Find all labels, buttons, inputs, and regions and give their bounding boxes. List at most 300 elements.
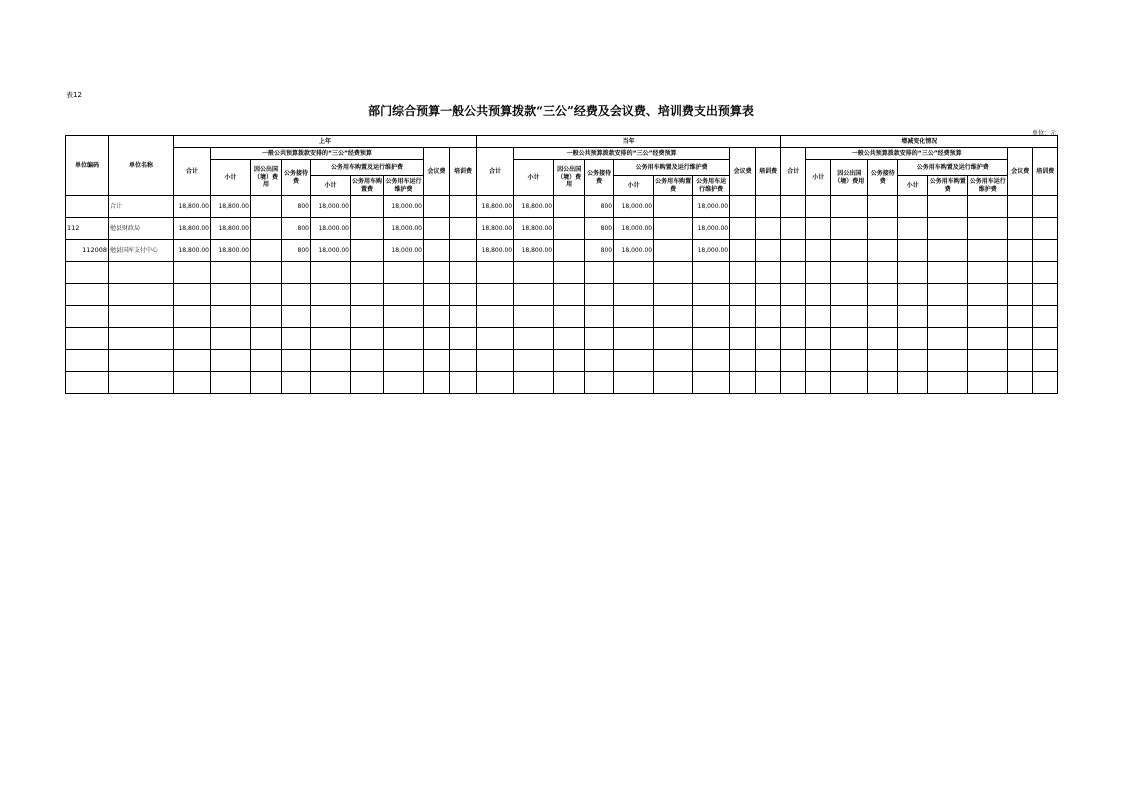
empty-cell [1033,306,1058,328]
value-cell: 18,800.00 [477,240,514,262]
header-group-prev: 上年 [174,136,477,148]
header-sangong-budget: 一般公共预算拨款安排的“三公”经费预算 [514,148,730,160]
value-cell [781,196,806,218]
value-cell: 18,000.00 [614,218,654,240]
header-abroad: 因公出国（境）费用 [251,160,282,196]
empty-cell [781,372,806,394]
empty-cell [654,284,693,306]
empty-cell [585,262,614,284]
empty-cell [311,262,351,284]
value-cell: 18,000.00 [384,240,424,262]
empty-cell [311,284,351,306]
empty-row [66,328,1058,350]
value-cell: 800 [282,196,311,218]
empty-cell [554,262,585,284]
value-cell [351,196,384,218]
empty-cell [1033,262,1058,284]
empty-cell [211,350,251,372]
header-meeting: 会议费 [424,148,450,196]
value-cell [424,196,450,218]
empty-cell [211,328,251,350]
value-cell [968,240,1008,262]
empty-cell [614,262,654,284]
value-cell: 18,800.00 [174,240,211,262]
empty-cell [756,284,781,306]
empty-cell [730,306,756,328]
value-cell [831,240,868,262]
empty-cell [968,284,1008,306]
empty-cell [211,306,251,328]
value-cell [831,218,868,240]
empty-cell [109,284,174,306]
empty-cell [730,350,756,372]
value-cell [806,196,831,218]
empty-cell [109,350,174,372]
empty-cell [477,372,514,394]
empty-cell [554,372,585,394]
value-cell [898,196,928,218]
empty-cell [585,284,614,306]
empty-cell [730,328,756,350]
empty-cell [477,328,514,350]
empty-cell [174,262,211,284]
empty-cell [868,306,898,328]
header-subtotal: 小计 [211,160,251,196]
empty-row [66,306,1058,328]
empty-cell [898,284,928,306]
value-cell: 18,000.00 [614,240,654,262]
header-reception: 公务接待费 [868,160,898,196]
empty-cell [384,284,424,306]
header-vehicle-subtotal: 小计 [614,176,654,196]
value-cell: 800 [282,218,311,240]
empty-cell [968,306,1008,328]
empty-cell [66,284,109,306]
empty-row [66,372,1058,394]
empty-cell [384,306,424,328]
empty-cell [806,328,831,350]
empty-cell [66,350,109,372]
empty-cell [251,284,282,306]
unit-name-cell: 合计 [109,196,174,218]
empty-cell [928,284,968,306]
header-vehicle: 公务用车购置及运行维护费 [614,160,730,176]
header-group-diff: 增减变化情况 [781,136,1058,148]
value-cell: 18,000.00 [693,240,730,262]
empty-cell [477,284,514,306]
empty-cell [351,328,384,350]
empty-cell [1033,372,1058,394]
value-cell [806,240,831,262]
empty-cell [1008,262,1033,284]
empty-cell [806,372,831,394]
empty-cell [424,306,450,328]
empty-cell [66,262,109,284]
table-row [66,218,1058,240]
value-cell: 800 [585,196,614,218]
empty-cell [806,306,831,328]
value-cell: 18,800.00 [514,196,554,218]
empty-cell [174,350,211,372]
empty-cell [477,262,514,284]
empty-cell [1033,328,1058,350]
empty-cell [928,306,968,328]
empty-cell [351,284,384,306]
empty-cell [968,350,1008,372]
empty-cell [251,306,282,328]
empty-cell [514,328,554,350]
header-abroad: 因公出国（境）费用 [831,160,868,196]
empty-cell [351,372,384,394]
header-total: 合计 [477,148,514,196]
empty-cell [1008,284,1033,306]
empty-cell [898,328,928,350]
value-cell [251,218,282,240]
value-cell [351,240,384,262]
value-cell: 800 [585,218,614,240]
empty-cell [211,372,251,394]
header-vehicle-purchase: 公务用车购置费 [928,176,968,196]
value-cell [968,218,1008,240]
empty-cell [781,262,806,284]
header-vehicle-subtotal: 小计 [311,176,351,196]
empty-cell [282,284,311,306]
empty-cell [868,262,898,284]
unit-code-cell: 112008 [66,240,109,262]
value-cell [351,218,384,240]
empty-cell [898,350,928,372]
value-cell [1033,218,1058,240]
empty-cell [424,350,450,372]
empty-cell [1008,350,1033,372]
empty-cell [424,284,450,306]
table-number: 表12 [66,91,82,99]
empty-cell [514,262,554,284]
empty-cell [311,328,351,350]
value-cell [554,218,585,240]
empty-cell [928,350,968,372]
value-cell [730,218,756,240]
value-cell [424,240,450,262]
value-cell [756,196,781,218]
empty-cell [781,350,806,372]
empty-cell [831,306,868,328]
empty-cell [1033,284,1058,306]
empty-cell [585,306,614,328]
header-vehicle: 公务用车购置及运行维护费 [311,160,424,176]
empty-cell [831,350,868,372]
empty-cell [174,372,211,394]
unit-name-cell: 勉县国库支付中心 [109,240,174,262]
value-cell: 18,000.00 [614,196,654,218]
empty-cell [311,372,351,394]
empty-cell [554,328,585,350]
value-cell [450,218,477,240]
empty-cell [898,306,928,328]
empty-cell [109,372,174,394]
empty-cell [1008,328,1033,350]
empty-cell [968,328,1008,350]
empty-cell [806,284,831,306]
empty-cell [66,328,109,350]
value-cell [781,240,806,262]
empty-cell [514,372,554,394]
empty-cell [654,262,693,284]
header-vehicle-purchase: 公务用车购置费 [654,176,693,196]
empty-cell [174,306,211,328]
empty-cell [351,306,384,328]
value-cell [898,240,928,262]
empty-cell [109,262,174,284]
value-cell: 18,000.00 [384,218,424,240]
value-cell [756,240,781,262]
header-vehicle-maintenance: 公务用车运行维护费 [693,176,730,196]
value-cell [831,196,868,218]
empty-cell [928,328,968,350]
empty-cell [1033,350,1058,372]
empty-cell [781,306,806,328]
header-vehicle-maintenance: 公务用车运行维护费 [968,176,1008,196]
empty-cell [384,350,424,372]
empty-cell [968,372,1008,394]
header-reception: 公务接待费 [585,160,614,196]
header-subtotal: 小计 [514,160,554,196]
value-cell: 18,000.00 [693,196,730,218]
table-body [66,196,1058,394]
empty-cell [831,262,868,284]
value-cell: 18,000.00 [311,218,351,240]
empty-cell [693,350,730,372]
empty-cell [514,306,554,328]
unit-label: 单位：元 [1031,130,1056,137]
empty-cell [351,262,384,284]
value-cell [1008,196,1033,218]
empty-cell [351,350,384,372]
empty-cell [282,306,311,328]
empty-cell [693,328,730,350]
empty-cell [174,284,211,306]
value-cell: 18,800.00 [174,196,211,218]
value-cell [730,240,756,262]
empty-cell [693,262,730,284]
empty-cell [424,328,450,350]
empty-cell [614,350,654,372]
empty-cell [66,306,109,328]
header-reception: 公务接待费 [282,160,311,196]
empty-cell [831,372,868,394]
header-vehicle-subtotal: 小计 [898,176,928,196]
empty-cell [756,262,781,284]
empty-cell [554,306,585,328]
empty-cell [514,350,554,372]
empty-cell [66,372,109,394]
empty-cell [868,328,898,350]
value-cell [730,196,756,218]
value-cell [781,218,806,240]
empty-cell [868,284,898,306]
value-cell [928,218,968,240]
empty-cell [693,372,730,394]
value-cell [1033,196,1058,218]
empty-cell [614,284,654,306]
empty-cell [282,350,311,372]
empty-cell [806,262,831,284]
empty-cell [781,328,806,350]
empty-cell [1008,306,1033,328]
empty-cell [109,328,174,350]
empty-cell [251,328,282,350]
unit-code-cell: 112 [66,218,109,240]
value-cell [654,196,693,218]
value-cell: 18,800.00 [174,218,211,240]
page-title: 部门综合预算一般公共预算拨款“三公”经费及会议费、培训费支出预算表 [368,104,754,118]
value-cell [868,196,898,218]
header-meeting: 会议费 [1008,148,1033,196]
budget-table [65,135,1058,394]
empty-cell [756,350,781,372]
empty-cell [654,306,693,328]
empty-cell [585,350,614,372]
header-vehicle-maintenance: 公务用车运行维护费 [384,176,424,196]
value-cell [868,240,898,262]
empty-cell [693,306,730,328]
value-cell: 800 [282,240,311,262]
empty-cell [477,350,514,372]
value-cell: 18,000.00 [384,196,424,218]
empty-cell [450,306,477,328]
empty-cell [450,284,477,306]
value-cell [928,196,968,218]
empty-cell [968,262,1008,284]
table-row [66,196,1058,218]
empty-row [66,262,1058,284]
empty-cell [756,372,781,394]
empty-cell [384,328,424,350]
empty-cell [282,372,311,394]
value-cell [898,218,928,240]
table-header [66,136,1058,196]
empty-cell [614,372,654,394]
value-cell [554,240,585,262]
empty-cell [477,306,514,328]
empty-row [66,350,1058,372]
empty-cell [384,262,424,284]
empty-cell [251,350,282,372]
empty-cell [730,284,756,306]
value-cell [654,240,693,262]
header-unit-name: 单位名称 [109,136,174,196]
empty-cell [554,284,585,306]
value-cell [756,218,781,240]
empty-cell [868,350,898,372]
empty-cell [109,306,174,328]
header-training: 培训费 [450,148,477,196]
header-meeting: 会议费 [730,148,756,196]
value-cell [1008,240,1033,262]
empty-cell [450,262,477,284]
empty-cell [898,262,928,284]
header-sangong-budget: 一般公共预算拨款安排的“三公”经费预算 [806,148,1008,160]
value-cell [251,196,282,218]
empty-cell [211,262,251,284]
value-cell [450,240,477,262]
value-cell [1033,240,1058,262]
value-cell [450,196,477,218]
header-abroad: 因公出国（境）费用 [554,160,585,196]
empty-cell [654,350,693,372]
value-cell: 18,000.00 [311,240,351,262]
header-training: 培训费 [1033,148,1058,196]
header-total: 合计 [174,148,211,196]
value-cell: 18,800.00 [477,218,514,240]
unit-code-cell [66,196,109,218]
value-cell [424,218,450,240]
empty-cell [806,350,831,372]
header-vehicle-purchase: 公务用车购置费 [351,176,384,196]
empty-cell [585,372,614,394]
empty-cell [1008,372,1033,394]
empty-cell [585,328,614,350]
value-cell [928,240,968,262]
empty-cell [282,262,311,284]
empty-cell [514,284,554,306]
value-cell: 18,800.00 [514,240,554,262]
empty-cell [898,372,928,394]
empty-cell [614,306,654,328]
header-sangong-budget: 一般公共预算拨款安排的“三公”经费预算 [211,148,424,160]
header-total: 合计 [781,148,806,196]
empty-cell [424,262,450,284]
empty-cell [756,328,781,350]
value-cell [806,218,831,240]
value-cell [654,218,693,240]
value-cell: 800 [585,240,614,262]
empty-cell [554,350,585,372]
empty-cell [251,372,282,394]
empty-cell [450,328,477,350]
unit-name-cell: 勉县财政局 [109,218,174,240]
empty-cell [928,372,968,394]
empty-cell [693,284,730,306]
empty-cell [384,372,424,394]
empty-cell [654,372,693,394]
header-training: 培训费 [756,148,781,196]
value-cell [1008,218,1033,240]
empty-cell [174,328,211,350]
empty-row [66,284,1058,306]
value-cell: 18,800.00 [211,240,251,262]
value-cell: 18,000.00 [693,218,730,240]
value-cell: 18,800.00 [477,196,514,218]
empty-cell [730,372,756,394]
empty-cell [928,262,968,284]
empty-cell [831,284,868,306]
header-group-curr: 当年 [477,136,781,148]
value-cell [968,196,1008,218]
empty-cell [831,328,868,350]
header-subtotal: 小计 [806,160,831,196]
value-cell: 18,800.00 [211,218,251,240]
value-cell: 18,800.00 [514,218,554,240]
empty-cell [424,372,450,394]
empty-cell [311,350,351,372]
empty-cell [654,328,693,350]
empty-cell [282,328,311,350]
table-row [66,240,1058,262]
value-cell [868,218,898,240]
empty-cell [450,350,477,372]
value-cell: 18,800.00 [211,196,251,218]
